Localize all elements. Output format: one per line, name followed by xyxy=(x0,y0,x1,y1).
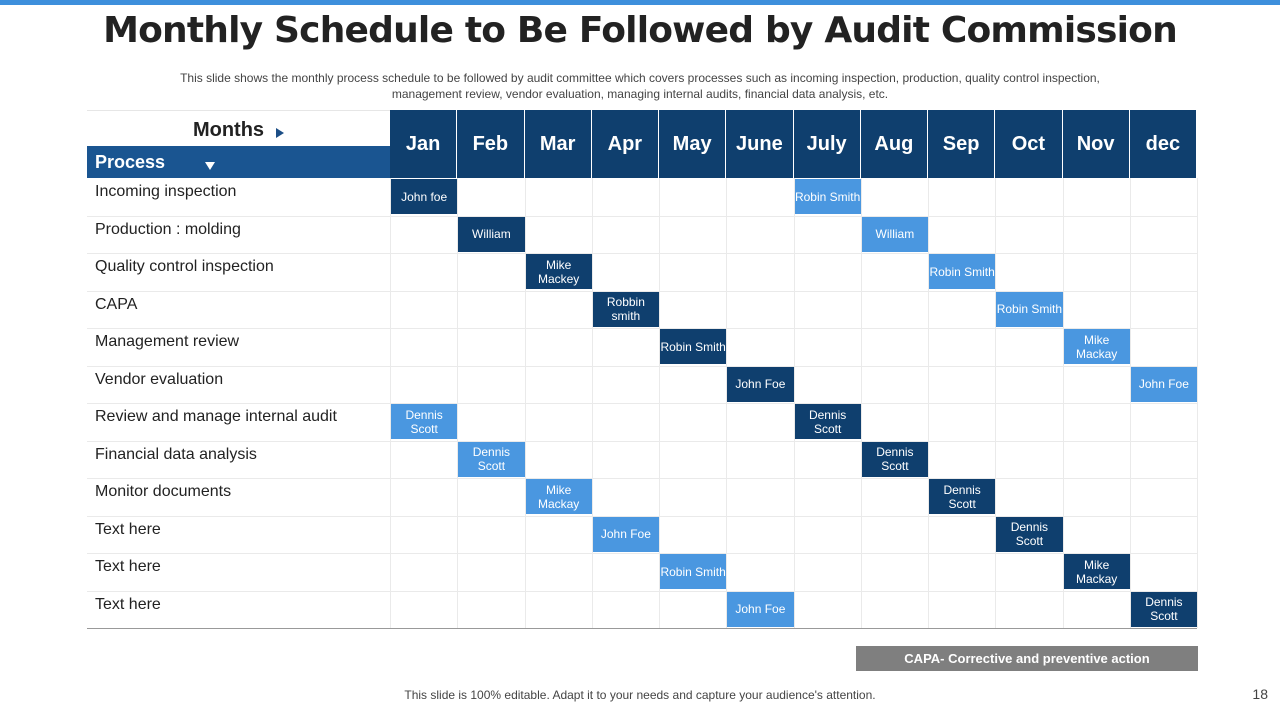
grid-row-line xyxy=(87,553,1197,554)
slide-subtitle: This slide shows the monthly process schedule to be followed by audit committee which covers processes such as incoming inspection, production, quality control inspection, management review, vendor evaluation, managing internal audits, financial data analysis, etc. xyxy=(180,71,1100,101)
triangle-right-icon xyxy=(276,128,284,138)
process-name: Quality control inspection xyxy=(95,258,274,275)
assignment-cell: William xyxy=(862,217,928,252)
assignment-cell: Dennis Scott xyxy=(1131,592,1197,627)
months-header xyxy=(87,114,390,146)
month-header-jan: Jan xyxy=(390,110,457,178)
grid-row-line xyxy=(87,478,1197,479)
assignment-cell: John foe xyxy=(391,179,457,214)
assignment-cell: Mike Mackay xyxy=(526,479,592,514)
assignment-cell: John Foe xyxy=(727,367,793,402)
assignment-cell: Mike Mackey xyxy=(526,254,592,289)
month-header-may: May xyxy=(659,110,726,178)
process-name: Review and manage internal audit xyxy=(95,408,337,425)
assignment-cell: Robbin smith xyxy=(593,292,659,327)
assignment-cell: Dennis Scott xyxy=(929,479,995,514)
process-name: Vendor evaluation xyxy=(95,370,224,388)
header-top-line xyxy=(87,110,390,111)
assignment-cell: Dennis Scott xyxy=(458,442,524,477)
assignment-cell: John Foe xyxy=(727,592,793,627)
assignment-cell: Dennis Scott xyxy=(996,517,1062,552)
assignment-cell: John Foe xyxy=(593,517,659,552)
schedule-grid xyxy=(87,110,1197,629)
month-header-feb: Feb xyxy=(457,110,524,178)
month-header-aug: Aug xyxy=(861,110,928,178)
assignment-cell: John Foe xyxy=(1131,367,1197,402)
months-label: Months xyxy=(192,118,265,141)
process-name: Management review xyxy=(95,333,240,350)
grid-row-line xyxy=(87,441,1197,442)
process-header xyxy=(87,146,390,178)
process-name: Financial data analysis xyxy=(95,445,257,463)
assignment-cell: Dennis Scott xyxy=(862,442,928,477)
assignment-cell: Dennis Scott xyxy=(795,404,861,439)
footer-text: This slide is 100% editable. Adapt it to your needs and capture your audience's attention. xyxy=(404,688,876,702)
grid-row-line xyxy=(87,591,1197,592)
process-label: Process xyxy=(95,151,166,172)
assignment-cell: Robin Smith xyxy=(996,292,1062,327)
month-header-dec: dec xyxy=(1130,110,1197,178)
assignment-cell: Mike Mackay xyxy=(1064,554,1130,589)
triangle-down-icon xyxy=(205,162,215,170)
process-name: CAPA xyxy=(95,295,138,313)
process-name: Text here xyxy=(95,558,161,575)
grid-row-line xyxy=(87,403,1197,404)
month-header-mar: Mar xyxy=(525,110,592,178)
assignment-cell: Robin Smith xyxy=(795,179,861,214)
grid-row-line xyxy=(87,328,1197,329)
process-name: Monitor documents xyxy=(95,483,232,500)
process-name: Incoming inspection xyxy=(95,183,237,200)
grid-row-line xyxy=(87,253,1197,254)
top-accent-bar xyxy=(0,0,1280,5)
assignment-cell: William xyxy=(458,217,524,252)
page-number: 18 xyxy=(1252,686,1268,702)
grid-column-line xyxy=(1197,178,1198,628)
month-header-july: July xyxy=(794,110,861,178)
month-header-june: June xyxy=(726,110,793,178)
month-header-sep: Sep xyxy=(928,110,995,178)
capa-note: CAPA- Corrective and preventive action xyxy=(856,646,1198,671)
process-name: Production : molding xyxy=(95,220,241,238)
month-header-apr: Apr xyxy=(592,110,659,178)
month-header-oct: Oct xyxy=(995,110,1062,178)
process-name: Text here xyxy=(95,595,161,613)
assignment-cell: Robin Smith xyxy=(660,329,726,364)
grid-row-line xyxy=(87,216,1197,217)
process-name: Text here xyxy=(95,520,161,538)
assignment-cell: Dennis Scott xyxy=(391,404,457,439)
month-header-nov: Nov xyxy=(1063,110,1130,178)
grid-row-line xyxy=(87,366,1197,367)
slide-title: Monthly Schedule to Be Followed by Audit Commission xyxy=(103,10,1177,51)
assignment-cell: Robin Smith xyxy=(929,254,995,289)
assignment-cell: Robin Smith xyxy=(660,554,726,589)
assignment-cell: Mike Mackay xyxy=(1064,329,1130,364)
